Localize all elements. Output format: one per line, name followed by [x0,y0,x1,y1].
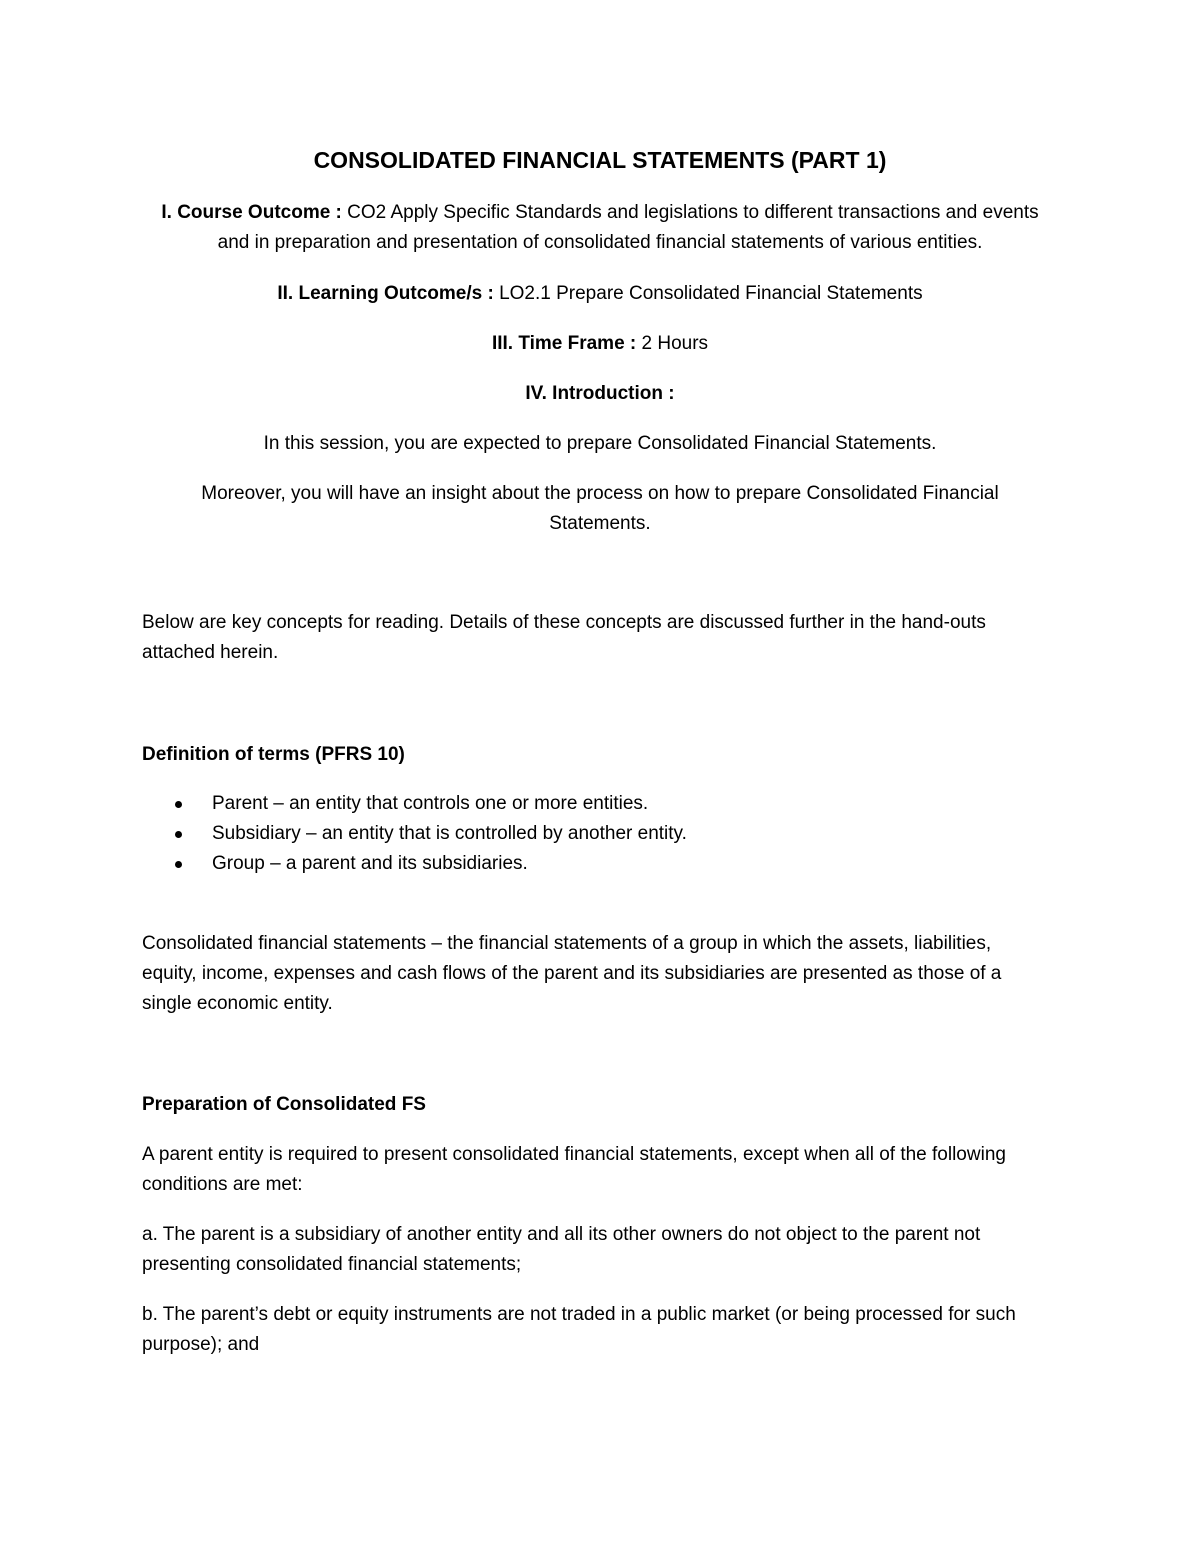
preparation-heading: Preparation of Consolidated FS [142,1094,426,1115]
definition-subsidiary: Subsidiary – an entity that is controlled by another entity. [212,823,687,844]
preparation-intro [142,1140,1058,1200]
definition-parent: Parent – an entity that controls one or more entities. [212,793,649,814]
condition-b [142,1300,1058,1360]
condition-a-line2: presenting consolidated financial statements; [142,1254,522,1275]
bullet-icon [175,801,182,808]
condition-b-line2: purpose); and [142,1334,260,1355]
introduction-heading: IV. Introduction : [525,383,675,404]
bullet-icon [175,831,182,838]
key-concepts-paragraph [142,608,1058,668]
condition-a-line1: a. The parent is a subsidiary of another entity and all its other owners do not object to the parent not [142,1224,981,1245]
key-concepts-line1: Below are key concepts for reading. Details of these concepts are discussed further in the hand-outs [142,612,986,633]
introduction-paragraph-2 [142,479,1058,539]
time-frame-text: 2 Hours [636,333,709,354]
course-outcome [142,198,1058,258]
preparation-intro-line1: A parent entity is required to present consolidated financial statements, except when all of the following [142,1144,1006,1165]
consolidated-definition-line1: Consolidated financial statements – the financial statements of a group in which the assets, liabilities, [142,933,992,954]
consolidated-definition-line3: single economic entity. [142,993,333,1014]
course-outcome-line2: and in preparation and presentation of consolidated financial statements of various entities. [217,232,983,253]
learning-outcome-label: II. Learning Outcome/s : [277,283,494,304]
condition-a [142,1220,1058,1280]
learning-outcome-text: LO2.1 Prepare Consolidated Financial Statements [493,283,923,304]
key-concepts-line2: attached herein. [142,642,279,663]
condition-b-line1: b. The parent’s debt or equity instruments are not traded in a public market (or being processed for such [142,1304,1016,1325]
consolidated-definition-line2: equity, income, expenses and cash flows of the parent and its subsidiaries are presented as those of a [142,963,1002,984]
bullet-icon [175,861,182,868]
introduction-paragraph-1: In this session, you are expected to prepare Consolidated Financial Statements. [263,433,937,454]
definition-group: Group – a parent and its subsidiaries. [212,853,528,874]
list-item [142,789,1058,819]
list-item [142,819,1058,849]
definitions-list [142,789,1058,879]
introduction-paragraph-2-line2: Statements. [549,513,651,534]
course-outcome-label: I. Course Outcome : [161,202,342,223]
document-title: CONSOLIDATED FINANCIAL STATEMENTS (PART 1) [313,147,887,173]
consolidated-definition [142,929,1058,1019]
learning-outcome [142,279,1058,309]
preparation-intro-line2: conditions are met: [142,1174,303,1195]
list-item [142,849,1058,879]
course-outcome-text: CO2 Apply Specific Standards and legislations to different transactions and events [341,202,1039,223]
time-frame [142,329,1058,359]
introduction-paragraph-2-line1: Moreover, you will have an insight about the process on how to prepare Consolidated Financial [201,483,999,504]
time-frame-label: III. Time Frame : [491,333,637,354]
definitions-heading: Definition of terms (PFRS 10) [142,744,405,765]
course-outcome-line1 [142,198,1058,228]
